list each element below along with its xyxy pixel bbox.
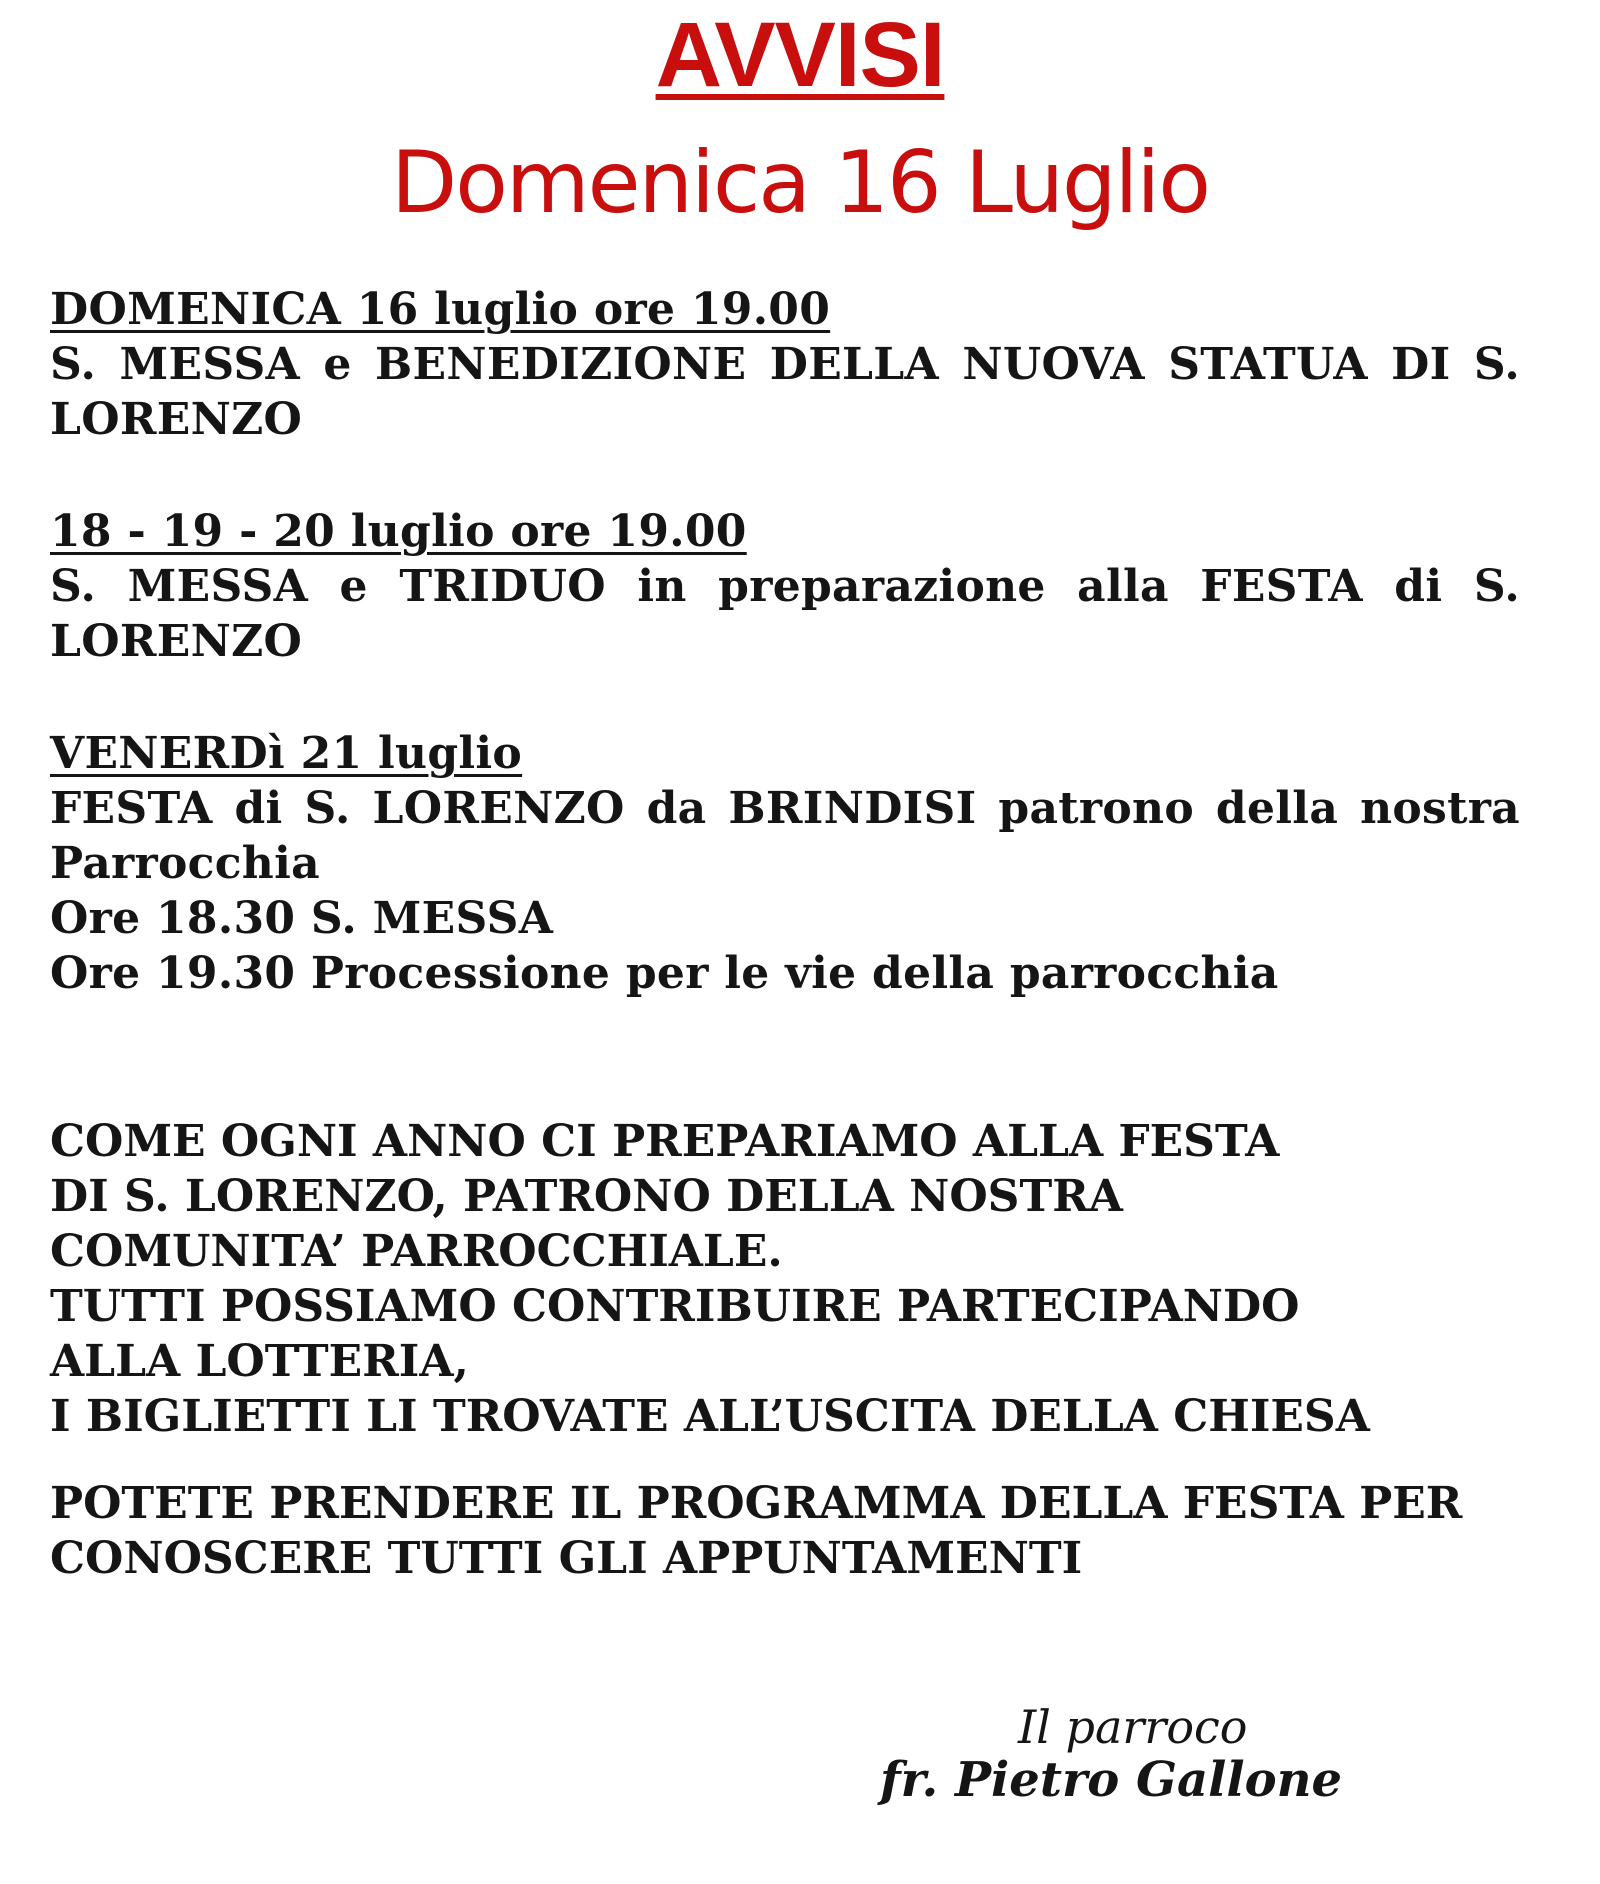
notice-line: FESTA di S. LORENZO da BRINDISI patrono della nostra <box>50 783 1520 834</box>
signature-name: fr. Pietro Gallone <box>880 1752 1343 1808</box>
notice-triduo <box>50 504 1520 669</box>
page-subtitle: Domenica 16 Luglio <box>391 133 1209 233</box>
notice-line: LORENZO <box>50 616 303 667</box>
notice-friday <box>50 726 1520 1001</box>
notice-sunday <box>50 282 1520 447</box>
program-notice <box>50 1476 1520 1586</box>
announcement-line: TUTTI POSSIAMO CONTRIBUIRE PARTECIPANDO <box>50 1281 1300 1332</box>
lottery-announcement <box>50 1114 1520 1444</box>
notice-line: S. MESSA e TRIDUO in preparazione alla FESTA di S. <box>50 561 1520 612</box>
notice-heading: VENERDì 21 luglio <box>50 728 523 779</box>
announcement-line: COMUNITA’ PARROCCHIALE. <box>50 1226 783 1277</box>
notice-line: Ore 18.30 S. MESSA <box>50 893 554 944</box>
notice-heading: 18 - 19 - 20 luglio ore 19.00 <box>50 506 747 557</box>
notice-heading: DOMENICA 16 luglio ore 19.00 <box>50 284 831 335</box>
notice-line: S. MESSA e BENEDIZIONE DELLA NUOVA STATUA DI S. <box>50 339 1520 390</box>
notice-line: LORENZO <box>50 394 303 445</box>
announcement-line: DI S. LORENZO, PATRONO DELLA NOSTRA <box>50 1171 1123 1222</box>
announcement-line: I BIGLIETTI LI TROVATE ALL’USCITA DELLA CHIESA <box>50 1391 1370 1442</box>
notice-line: Parrocchia <box>50 838 320 889</box>
announcement-line: COME OGNI ANNO CI PREPARIAMO ALLA FESTA <box>50 1116 1280 1167</box>
announcement-line: ALLA LOTTERIA, <box>50 1336 469 1387</box>
notice-line: Ore 19.30 Processione per le vie della parrocchia <box>50 948 1279 999</box>
program-line: CONOSCERE TUTTI GLI APPUNTAMENTI <box>50 1533 1083 1584</box>
title-text: AVVISI <box>655 4 945 106</box>
page-title <box>0 0 1600 110</box>
signature-role: Il parroco <box>1018 1700 1248 1754</box>
program-line: POTETE PRENDERE IL PROGRAMMA DELLA FESTA PER <box>50 1478 1463 1529</box>
